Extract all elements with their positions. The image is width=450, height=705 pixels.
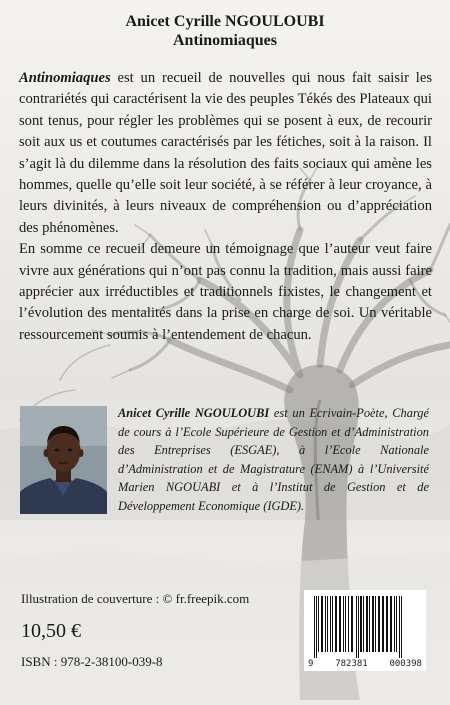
barcode-bar — [401, 596, 402, 658]
barcode-bar — [358, 596, 359, 658]
barcode-bar — [375, 596, 376, 652]
barcode-bar — [369, 596, 370, 652]
barcode-bar — [363, 596, 364, 652]
barcode-bar — [386, 596, 388, 652]
barcode-left-digits: 782381 — [335, 659, 368, 669]
barcode-bar — [330, 596, 331, 652]
barcode-bar — [394, 596, 395, 652]
barcode-bar — [339, 596, 341, 652]
barcode-bar — [396, 596, 397, 652]
isbn: ISBN : 978-2-38100-039-8 — [21, 654, 163, 669]
barcode-bar — [348, 596, 349, 652]
barcode-bar — [382, 596, 384, 652]
barcode-bars — [304, 590, 426, 660]
barcode-right-digits: 000398 — [389, 659, 422, 669]
barcode-bar — [325, 596, 326, 652]
barcode-bar — [343, 596, 344, 652]
barcode-bar — [345, 596, 346, 652]
blurb-paragraph-1-text: est un recueil de nouvelles qui nous fait saisir les contrariétés qui caractérisent la vie des peuples Tékés des Plateaux qui sont tenus, pour régler les problèmes qui se posent à eux, de recourir soit aux us et coutumes caractérisés par les fétiches, soit à la raison. Il s’agit là du dilemme dans la résolution des faits sociaux qui amène les hommes, quelle qu’elle soit leur société, à se référer à leur croyance, à leurs divinités, à leurs niveaux de compréhension ou d’appréciation des phénomènes. — [19, 70, 432, 236]
barcode-bar — [321, 596, 323, 652]
blurb-lead-title: Antinomiaques — [19, 70, 111, 86]
barcode-bar — [390, 596, 392, 652]
barcode-bar — [399, 596, 400, 658]
barcode-bar — [332, 596, 333, 652]
barcode-bar — [372, 596, 374, 652]
barcode-first-digit: 9 — [308, 659, 314, 669]
blurb-paragraph-2: En somme ce recueil demeure un témoignage que l’auteur veut faire vivre aux générations qui n’ont pas connu la tradition, mais aussi faire apprécier aux irréductibles et traditionnels fixistes, le changement et l’évolution des mentalités dans la prise en charge de soi. Un véritable ressourcement soumis à l’entendement de chacun. — [19, 241, 432, 343]
book-title: Antinomiaques — [172, 32, 278, 49]
bio-text: est un Ecrivain-Poète, Chargé de cours à l’Ecole Supérieure de Gestion et d’Administration des Entreprises (ESGAE), à l’Ecole Nationale d’Administration et de Magistrature (ENAM) à l’Université Marien NGOUABI et à l’Institut de Gestion et de Développement Economique (IGDE). — [118, 406, 429, 513]
barcode-bar — [356, 596, 357, 658]
isbn-barcode — [304, 590, 426, 671]
price: 10,50 € — [21, 620, 81, 642]
barcode-bar — [335, 596, 337, 652]
illustration-credit: Illustration de couverture : © fr.freepik.com — [21, 591, 250, 606]
barcode-bar — [316, 596, 317, 658]
author-biography — [118, 404, 429, 516]
barcode-digits — [304, 659, 426, 669]
barcode-bar — [366, 596, 368, 652]
barcode-bar — [360, 596, 362, 652]
back-cover-blurb — [19, 68, 432, 346]
author-photo — [20, 406, 107, 514]
barcode-bar — [327, 596, 328, 652]
barcode-bar — [318, 596, 319, 652]
bio-author-name: Anicet Cyrille NGOULOUBI — [118, 406, 270, 420]
barcode-bar — [351, 596, 353, 652]
blurb-paragraph-1 — [19, 68, 432, 239]
barcode-bar — [314, 596, 315, 658]
author-heading: Anicet Cyrille NGOULOUBI — [125, 13, 325, 30]
barcode-bar — [378, 596, 380, 652]
